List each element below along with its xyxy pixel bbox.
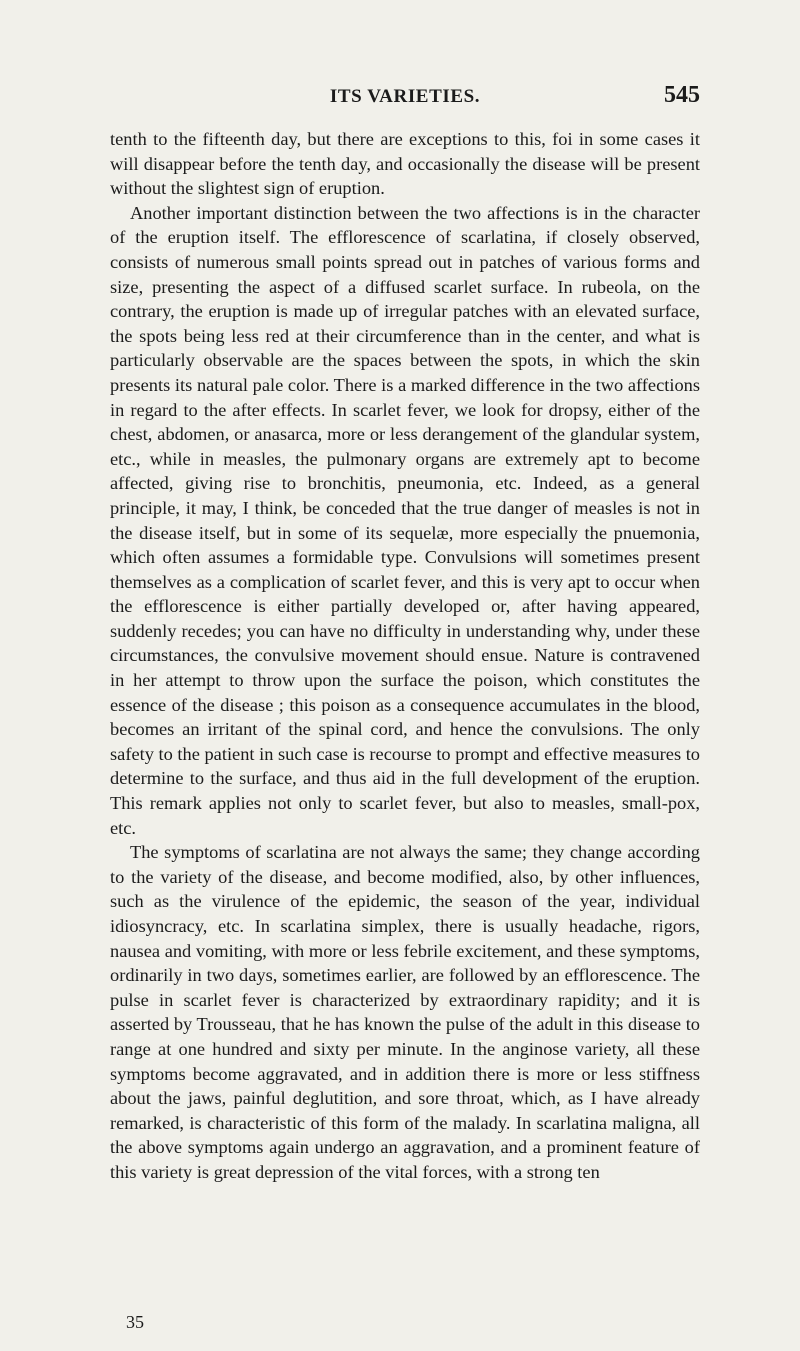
signature-mark: [110, 1312, 700, 1333]
paragraph-continued: tenth to the fifteenth day, but there are exceptions to this, foi in some cases it will disappear before the tenth day, and occasionally the disease will be present without the slightest sign of eruption.: [110, 129, 700, 199]
paragraph-symptoms: The symptoms of scarlatina are not always the same; they change according to the variety of the disease, and become modified, also, by other influences, such as the virulence of the epidemic, the season of the year, individual idiosyncracy, etc. In scarlatina simplex, there is usually headache, rigors, nausea and vomiting, with more or less febrile excitement, and these symptoms, ordinarily in two days, sometimes earlier, are followed by an efflorescence. The pulse in scarlet fever is characterized by extraordinary rapidity; and it is asserted by Trousseau, that he has known the pulse of the adult in this disease to range at one hundred and sixty per minute. In the anginose variety, all these symptoms become aggravated, and in addition there is more or less stiffness about the jaws, painful deglutition, and sore throat, which, as I have already remarked, is characteristic of this form of the malady. In scarlatina maligna, all the above symptoms again undergo an aggravation, and a prominent feature of this variety is great depression of the vital forces, with a strong ten: [110, 842, 700, 1182]
running-head: [110, 82, 700, 114]
running-title: ITS VARIETIES.: [329, 86, 481, 107]
paragraph-distinction: Another important distinction between the two affections is in the character of the eruption itself. The efflorescence of scarlatina, if closely observed, consists of numerous small points spread out in patches of various forms and size, presenting the aspect of a diffused scarlet surface. In rubeola, on the contrary, the eruption is made up of irregular patches with an elevated surface, the spots being less red at their circumference than in the center, and what is particularly observable are the spaces between the spots, in which the skin presents its natural pale color. There is a marked difference in the two affections in regard to the after effects. In scarlet fever, we look for dropsy, either of the chest, abdomen, or anasarca, more or less derangement of the glandular system, etc., while in measles, the pulmonary organs are extremely apt to become affected, giving rise to bronchitis, pneumonia, etc. Indeed, as a general principle, it may, I think, be conceded that the true danger of measles is not in the disease itself, but in some of its sequelæ, more especially the pnuemonia, which often assumes a formidable type. Convulsions will sometimes present themselves as a complication of scarlet fever, and this is very apt to occur when the efflorescence is either partially developed or, after having appeared, suddenly recedes; you can have no difficulty in understanding why, under these circumstances, the convulsive movement should ensue. Nature is contravened in her attempt to throw upon the surface the poison, which constitutes the essence of the disease ; this poison as a consequence accumulates in the blood, becomes an irritant of the spinal cord, and hence the convulsions. The only safety to the patient in such case is recourse to prompt and effective measures to determine to the surface, and thus aid in the full development of the eruption. This remark applies not only to scarlet fever, but also to measles, small-pox, etc.: [110, 202, 700, 838]
page-number: 545: [664, 82, 700, 108]
signature-number: 35: [126, 1312, 144, 1332]
body-text: [110, 127, 700, 1185]
